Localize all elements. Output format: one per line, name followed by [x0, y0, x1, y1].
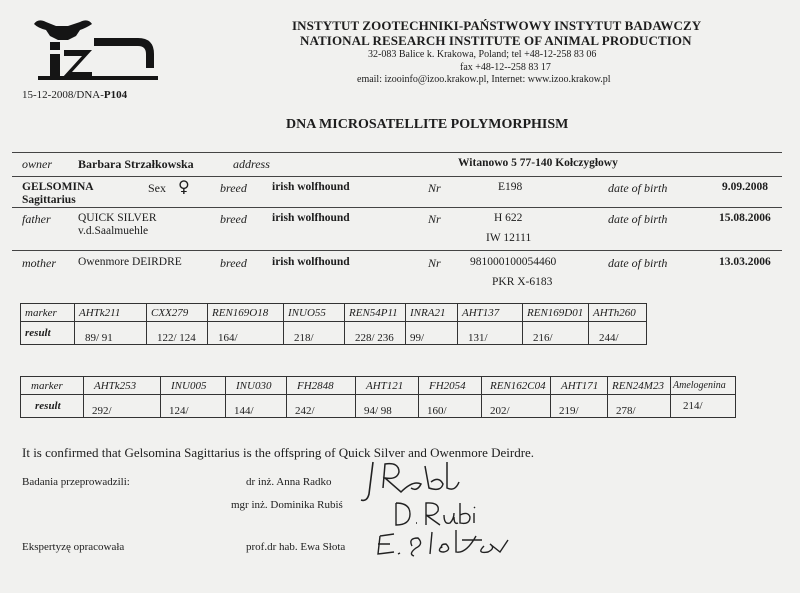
- institute-name-en: NATIONAL RESEARCH INSTITUTE OF ANIMAL PRODUCTION: [300, 33, 692, 48]
- mother-nr: 981000100054460: [470, 256, 557, 268]
- marker-name: INUO55: [284, 304, 345, 322]
- result-value: 99/: [406, 322, 458, 345]
- owner-name: Barbara Strzałkowska: [78, 157, 194, 171]
- institute-name-pl: INSTYTUT ZOOTECHNIKI-PAŃSTWOWY INSTYTUT BADAWCZY: [292, 18, 702, 33]
- institute-logo: [28, 14, 162, 84]
- institute-contact: email: izooinfo@izoo.krakow.pl, Internet: www.izoo.krakow.pl: [357, 74, 611, 85]
- animal-breed: irish wolfhound: [272, 181, 350, 193]
- mother-name: Owenmore DEIRDRE: [78, 256, 182, 268]
- marker-header-label: marker: [21, 377, 84, 395]
- sex-label: Sex: [148, 181, 166, 195]
- marker-name: REN169D01: [523, 304, 589, 322]
- divider-line: [12, 152, 782, 153]
- father-label: father: [22, 212, 51, 226]
- marker-name: CXX279: [147, 304, 208, 322]
- marker-name: FH2054: [419, 377, 482, 395]
- nr-label: Nr: [428, 212, 441, 226]
- result-header-label: result: [21, 395, 84, 418]
- owner-address: Witanowo 5 77-140 Kołczygłowy: [458, 157, 618, 169]
- marker-header-label: marker: [21, 304, 75, 322]
- result-value: 131/: [458, 322, 523, 345]
- result-value: 202/: [482, 395, 551, 418]
- nr-label: Nr: [428, 256, 441, 270]
- dob-label: date of birth: [608, 181, 668, 195]
- result-value: 89/ 91: [75, 322, 147, 345]
- marker-name: Amelogenina: [671, 377, 736, 395]
- result-value: 278/: [608, 395, 671, 418]
- breed-label: breed: [220, 212, 247, 226]
- result-value: 94/ 98: [356, 395, 419, 418]
- result-value: 164/: [208, 322, 284, 345]
- result-value: 218/: [284, 322, 345, 345]
- female-symbol-icon: ♀: [178, 177, 190, 196]
- dob-label: date of birth: [608, 256, 668, 270]
- mother-nr2: PKR X-6183: [492, 276, 553, 288]
- marker-name: AHT121: [356, 377, 419, 395]
- marker-table-1: [20, 303, 647, 345]
- result-header-label: result: [21, 322, 75, 345]
- result-value: 292/: [84, 395, 161, 418]
- signatory-3-name: prof.dr hab. Ewa Słota: [246, 541, 346, 553]
- result-value: 122/ 124: [147, 322, 208, 345]
- institute-fax: fax +48-12--258 83 17: [460, 62, 551, 73]
- marker-name: AHT137: [458, 304, 523, 322]
- owner-label: owner: [22, 157, 52, 171]
- marker-name: INU005: [161, 377, 226, 395]
- marker-name: INU030: [226, 377, 287, 395]
- divider-line: [12, 250, 782, 251]
- result-value: 216/: [523, 322, 589, 345]
- marker-name: REN169O18: [208, 304, 284, 322]
- breed-label: breed: [220, 181, 247, 195]
- marker-name: INRA21: [406, 304, 458, 322]
- father-name-line1: QUICK SILVER: [78, 212, 157, 224]
- father-nr2: IW 12111: [486, 232, 532, 244]
- marker-name: REN24M23: [608, 377, 671, 395]
- marker-name: AHT171: [551, 377, 608, 395]
- nr-label: Nr: [428, 181, 441, 195]
- mother-label: mother: [22, 256, 56, 270]
- marker-name: AHTh260: [589, 304, 647, 322]
- animal-dob: 9.09.2008: [722, 181, 768, 193]
- father-dob: 15.08.2006: [719, 212, 771, 224]
- signatory-1-name: dr inż. Anna Radko: [246, 476, 332, 488]
- signatory-2-name: mgr inż. Dominika Rubiś: [231, 499, 343, 511]
- result-value: 242/: [287, 395, 356, 418]
- marker-name: AHTk211: [75, 304, 147, 322]
- marker-name: AHTk253: [84, 377, 161, 395]
- father-nr: H 622: [494, 212, 523, 224]
- result-value: 124/: [161, 395, 226, 418]
- animal-name-line1: GELSOMINA: [22, 181, 94, 193]
- animal-nr: E198: [498, 181, 523, 193]
- result-value: 219/: [551, 395, 608, 418]
- page-title: DNA MICROSATELLITE POLYMORPHISM: [286, 117, 569, 132]
- mother-breed: irish wolfhound: [272, 256, 350, 268]
- father-breed: irish wolfhound: [272, 212, 350, 224]
- father-name-line2: v.d.Saalmuehle: [78, 225, 149, 237]
- divider-line: [12, 176, 782, 177]
- divider-line: [12, 207, 782, 208]
- result-value: 228/ 236: [345, 322, 406, 345]
- expertise-label: Ekspertyzę opracowała: [22, 541, 125, 553]
- result-value: 214/: [671, 395, 736, 418]
- marker-table-2: [20, 376, 736, 418]
- marker-name: REN162C04: [482, 377, 551, 395]
- address-label: address: [233, 157, 270, 171]
- result-value: 244/: [589, 322, 647, 345]
- result-value: 160/: [419, 395, 482, 418]
- marker-name: FH2848: [287, 377, 356, 395]
- confirmation-statement: It is confirmed that Gelsomina Sagittarius is the offspring of Quick Silver and Owenmore Deirdre.: [22, 445, 535, 460]
- mother-dob: 13.03.2006: [719, 256, 771, 268]
- result-value: 144/: [226, 395, 287, 418]
- animal-name-line2: Sagittarius: [22, 194, 76, 206]
- dob-label: date of birth: [608, 212, 668, 226]
- research-team-label: Badania przeprowadzili:: [22, 476, 130, 488]
- institute-address: 32-083 Balice k. Krakowa, Poland; tel +48-12-258 83 06: [368, 49, 597, 60]
- document-reference: 15-12-2008/DNA-P104: [22, 89, 128, 101]
- signature-slota-image: [372, 526, 512, 562]
- breed-label: breed: [220, 256, 247, 270]
- marker-name: REN54P11: [345, 304, 406, 322]
